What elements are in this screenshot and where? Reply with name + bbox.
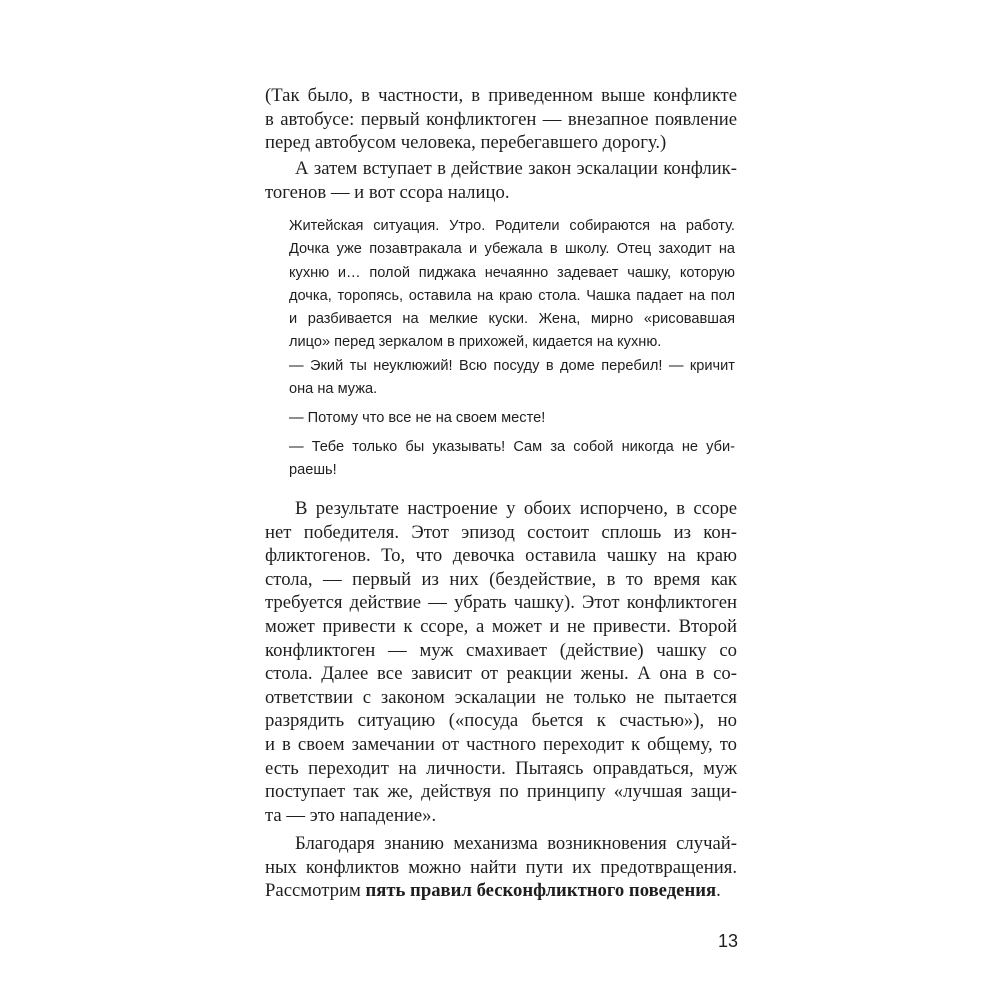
conclusion-prefix: Рассмотрим <box>265 880 366 902</box>
text-line: фликтогенов. То, что девочка оставила чашку на краю <box>265 545 737 567</box>
text-line: есть переходит на личности. Пытаясь оправдаться, муж <box>265 757 737 779</box>
example-wife-reply <box>289 436 735 483</box>
text-line: тогенов — и вот ссора налицо. <box>265 181 510 203</box>
text-line: поступает так же, действуя по принципу «лучшая защи- <box>265 781 737 803</box>
text-line: перед автобусом человека, перебегавшего дорогу.) <box>265 132 667 154</box>
text-line <box>265 879 737 903</box>
text-line: нет победителя. Этот эпизод состоит сплошь из кон- <box>265 521 737 543</box>
text-line: ответствии с законом эскалации не только не пытается <box>265 686 737 708</box>
text-line: кухню и… полой пиджака нечаянно задевает чашку, которую <box>289 264 735 281</box>
text-line: ных конфликтов можно найти пути их предотвращения. <box>265 856 737 878</box>
text-line: — Экий ты неуклюжий! Всю посуду в доме перебил! — кричит <box>289 358 735 374</box>
example-wife-line <box>289 355 735 402</box>
text-line: конфликтоген — муж смахивает (действие) чашку со <box>265 639 737 661</box>
intro-paragraph <box>265 84 737 155</box>
text-line: — Тебе только бы указывать! Сам за собой никогда не уби- <box>289 439 735 455</box>
analysis-paragraph <box>265 497 737 827</box>
text-line: А затем вступает в действие закон эскалации конфлик- <box>295 158 737 179</box>
text-line: требуется действие — убрать чашку). Этот конфликтоген <box>265 592 737 614</box>
text-line: Дочка уже позавтракала и убежала в школу. Отец заходит на <box>289 241 735 258</box>
text-line: дочка, торопясь, оставила на краю стола. Чашка падает на пол <box>289 287 735 304</box>
text-line: стола, — первый из них (бездействие, в то время как <box>265 568 737 590</box>
text-line: она на мужа. <box>289 381 378 398</box>
text-line: раешь! <box>289 462 337 479</box>
text-line: и разбивается на мелкие куски. Жена, мирно «рисовавшая <box>289 311 735 328</box>
text-line: в автобусе: первый конфликтоген — внезапное появление <box>265 108 737 130</box>
conclusion-paragraph <box>265 832 737 903</box>
text-line: — Потому что все не на своем месте! <box>289 410 546 426</box>
text-line: стола. Далее все зависит от реакции жены. А она в со- <box>265 663 737 685</box>
five-rules-emphasis: пять правил бесконфликтного поведения <box>365 880 717 902</box>
text-line: и в своем замечании от частного переходит к общему, то <box>265 733 737 755</box>
escalation-paragraph <box>265 157 737 204</box>
example-situation <box>289 215 735 355</box>
text-line: может привести к ссоре, а может и не привести. Второй <box>265 615 737 637</box>
text-line: Благодаря знанию механизма возникновения случай- <box>295 833 737 854</box>
text-line: лицо» перед зеркалом в прихожей, кидается на кухню. <box>289 334 662 351</box>
text-line: Житейская ситуация. Утро. Родители собираются на работу. <box>289 218 735 234</box>
text-line: В результате настроение у обоих испорчено, в ссоре <box>295 498 737 519</box>
text-line: (Так было, в частности, в приведенном выше конфликте <box>265 85 737 106</box>
example-husband-line <box>289 407 735 430</box>
conclusion-suffix: . <box>716 880 721 902</box>
text-line: та — это нападение». <box>265 804 437 826</box>
text-line: разрядить ситуацию («посуда бьется к счастью»), но <box>265 710 737 732</box>
page-number: 13 <box>717 931 738 951</box>
